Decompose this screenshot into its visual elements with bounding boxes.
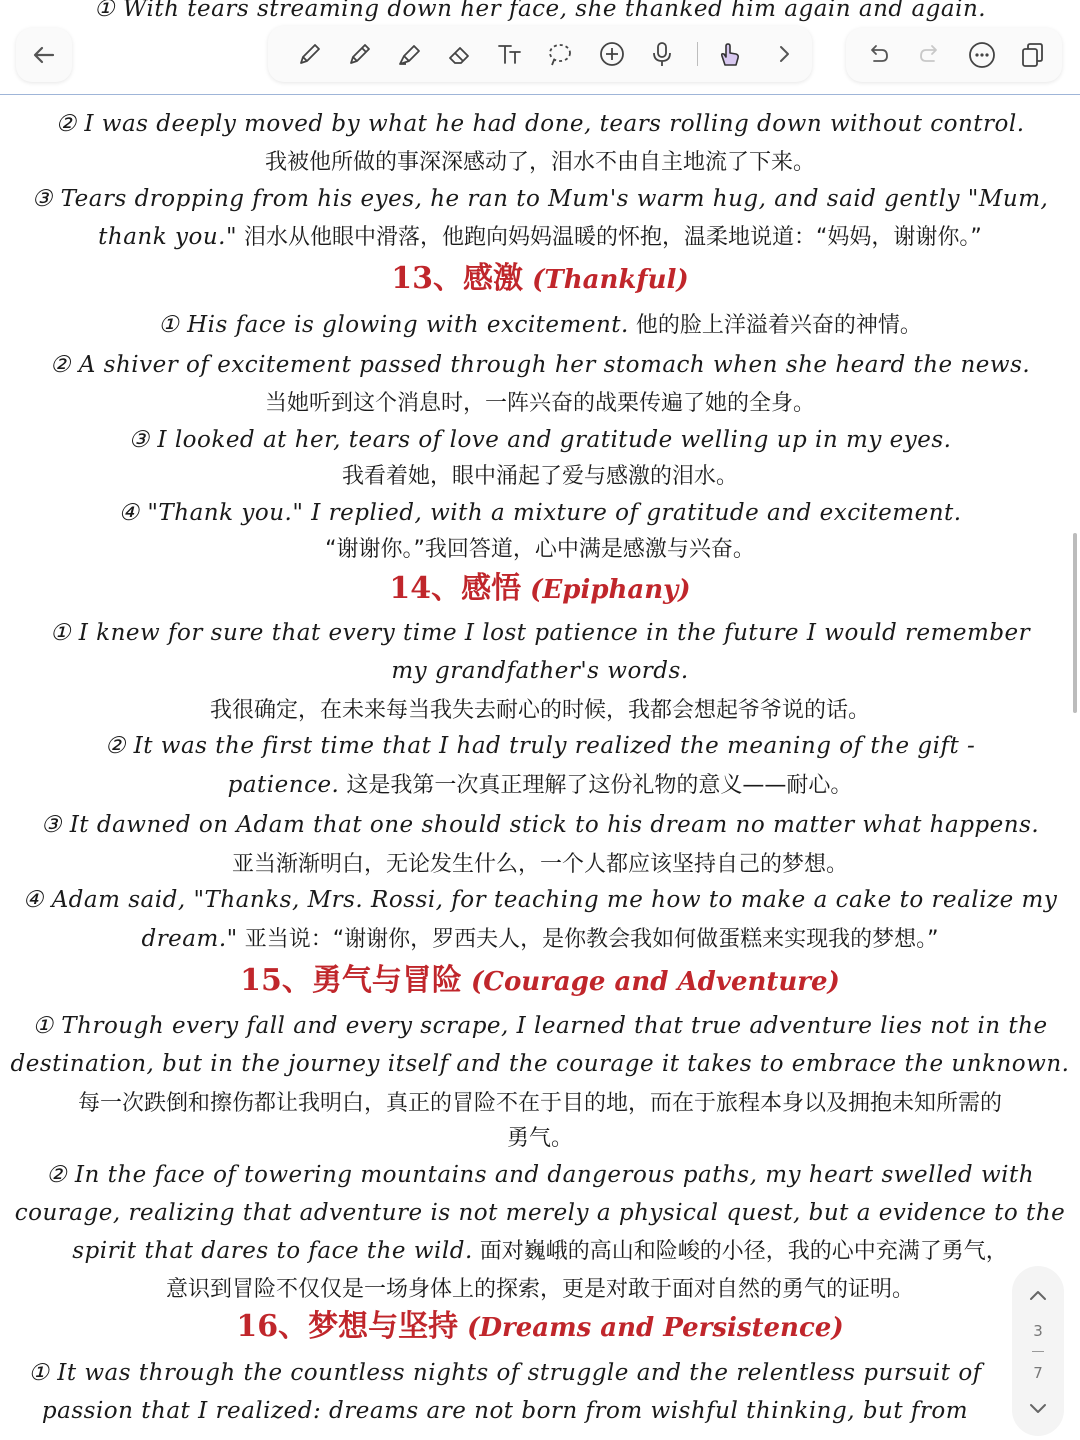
chevron-up-icon	[1023, 1280, 1053, 1310]
translation: 他的脸上洋溢着兴奋的神情。	[628, 313, 922, 338]
tool-palette	[268, 26, 812, 82]
heading-english: (Thankful)	[523, 265, 689, 295]
more-button[interactable]	[962, 35, 1002, 75]
translation: “谢谢你。”我回答道，心中满是感激与兴奋。	[325, 537, 755, 562]
sentence: ① I knew for sure that every time I lost patience in the future I would remember	[49, 620, 1031, 646]
more-icon	[967, 40, 997, 70]
heading-chinese: 14、感悟	[389, 571, 522, 606]
eraser-tool-button[interactable]	[440, 34, 480, 74]
back-arrow-icon	[24, 35, 64, 75]
previous-page-button[interactable]	[1023, 1280, 1053, 1310]
section-heading	[0, 262, 1080, 297]
toolbar-divider	[0, 94, 1080, 95]
sentence-with-translation	[0, 308, 1080, 344]
translation: 面对巍峨的高山和险峻的小径，我的心中充满了勇气，	[472, 1239, 1008, 1264]
undo-icon	[863, 40, 893, 70]
pen-icon	[295, 39, 325, 69]
lasso-icon	[545, 39, 575, 69]
sentence: courage, realizing that adventure is not merely a physical quest, but a evidence to the	[14, 1200, 1066, 1226]
sentence: spirit that dares to face the wild.	[72, 1238, 473, 1264]
page-number-divider	[1032, 1351, 1044, 1352]
undo-button[interactable]	[858, 35, 898, 75]
section-heading	[0, 964, 1080, 999]
current-page-number: 3	[1033, 1322, 1043, 1340]
sentence: ③ It dawned on Adam that one should stick to his dream no matter what happens.	[40, 812, 1040, 838]
sentence: ② In the face of towering mountains and dangerous paths, my heart swelled with	[45, 1162, 1035, 1188]
next-page-button[interactable]	[1023, 1394, 1053, 1424]
sentence: ① It was through the countless nights of struggle and the relentless pursuit of	[28, 1360, 982, 1386]
sentence-with-translation	[0, 922, 1080, 958]
pencil-tool-button[interactable]	[340, 34, 380, 74]
translation: 我看着她，眼中涌起了爱与感激的泪水。	[341, 464, 738, 489]
text-tool-button[interactable]	[490, 34, 530, 74]
sentence-with-translation	[0, 768, 1080, 804]
heading-english: (Courage and Adventure)	[461, 967, 840, 997]
expand-tools-button[interactable]	[764, 34, 804, 74]
sentence: ① Through every fall and every scrape, I learned that true adventure lies not in the	[32, 1013, 1048, 1039]
translation: 勇气。	[506, 1126, 573, 1151]
translation: 泪水从他眼中滑落，他跑向妈妈温暖的怀抱，温柔地说道：“妈妈，谢谢你。”	[237, 225, 982, 250]
sentence-with-translation	[0, 220, 1080, 256]
back-button[interactable]	[16, 28, 72, 82]
redo-button[interactable]	[910, 35, 950, 75]
section-heading	[0, 1310, 1080, 1345]
translation: 亚当说：“谢谢你，罗西夫人，是你教会我如何做蛋糕来实现我的梦想。”	[237, 927, 939, 952]
text-icon	[495, 39, 525, 69]
sentence: ② It was the first time that I had truly realized the meaning of the gift -	[104, 733, 976, 759]
add-icon	[597, 39, 627, 69]
pages-button[interactable]	[1012, 35, 1052, 75]
hand-tool-button[interactable]	[710, 34, 750, 74]
highlighter-tool-button[interactable]	[390, 34, 430, 74]
sentence-with-translation	[0, 1234, 1080, 1270]
sentence: passion that I realized: dreams are not born from wishful thinking, but from	[41, 1398, 969, 1424]
sentence: ④ Adam said, "Thanks, Mrs. Rossi, for teaching me how to make a cake to realize my	[22, 887, 1058, 913]
pages-icon	[1017, 40, 1047, 70]
translation: 每一次跌倒和擦伤都让我明白，真正的冒险不在于目的地，而在于旅程本身以及拥抱未知所需的	[77, 1091, 1002, 1116]
heading-chinese: 13、感激	[391, 261, 524, 296]
sentence: ① His face is glowing with excitement.	[158, 312, 629, 338]
microphone-icon	[647, 39, 677, 69]
chevron-right-icon	[769, 39, 799, 69]
hand-icon	[715, 39, 745, 69]
sentence: ① With tears streaming down her face, she thanked him again and again.	[93, 0, 987, 22]
toolbar-separator	[697, 42, 698, 66]
section-heading	[0, 572, 1080, 607]
sentence: ② I was deeply moved by what he had done, tears rolling down without control.	[55, 111, 1025, 137]
add-button[interactable]	[592, 34, 632, 74]
sentence: ② A shiver of excitement passed through her stomach when she heard the news.	[49, 352, 1031, 378]
sentence: thank you."	[98, 224, 238, 250]
sentence: ③ I looked at her, tears of love and gratitude welling up in my eyes.	[128, 427, 952, 453]
eraser-icon	[445, 39, 475, 69]
sentence: dream."	[141, 926, 238, 952]
page-navigator	[1012, 1266, 1064, 1436]
action-palette	[846, 28, 1062, 82]
highlighter-icon	[395, 39, 425, 69]
translation: 这是我第一次真正理解了这份礼物的意义——耐心。	[339, 773, 853, 798]
redo-icon	[915, 40, 945, 70]
lasso-tool-button[interactable]	[540, 34, 580, 74]
translation: 亚当渐渐明白，无论发生什么，一个人都应该坚持自己的梦想。	[231, 852, 848, 877]
heading-english: (Dreams and Persistence)	[458, 1313, 844, 1343]
chevron-down-icon	[1023, 1394, 1053, 1424]
sentence: my grandfather's words.	[391, 658, 689, 684]
translation: 我很确定，在未来每当我失去耐心的时候，我都会想起爷爷说的话。	[209, 698, 870, 723]
translation: 意识到冒险不仅仅是一场身体上的探索，更是对敢于面对自然的勇气的证明。	[165, 1277, 914, 1302]
heading-english: (Epiphany)	[521, 575, 691, 605]
translation: 我被他所做的事深深感动了，泪水不由自主地流了下来。	[264, 150, 815, 175]
sentence: ④ "Thank you." I replied, with a mixture of gratitude and excitement.	[118, 500, 962, 526]
microphone-button[interactable]	[642, 34, 682, 74]
translation: 当她听到这个消息时，一阵兴奋的战栗传遍了她的全身。	[264, 391, 815, 416]
total-page-number: 7	[1033, 1364, 1043, 1382]
scrollbar[interactable]	[1073, 533, 1077, 713]
heading-chinese: 15、勇气与冒险	[240, 963, 462, 998]
sentence: destination, but in the journey itself and the courage it takes to embrace the unknown.	[10, 1051, 1070, 1077]
pencil-icon	[345, 39, 375, 69]
heading-chinese: 16、梦想与坚持	[236, 1309, 459, 1344]
sentence: ③ Tears dropping from his eyes, he ran to Mum's warm hug, and said gently "Mum,	[31, 186, 1049, 212]
sentence: patience.	[227, 772, 340, 798]
pen-tool-button[interactable]	[290, 34, 330, 74]
